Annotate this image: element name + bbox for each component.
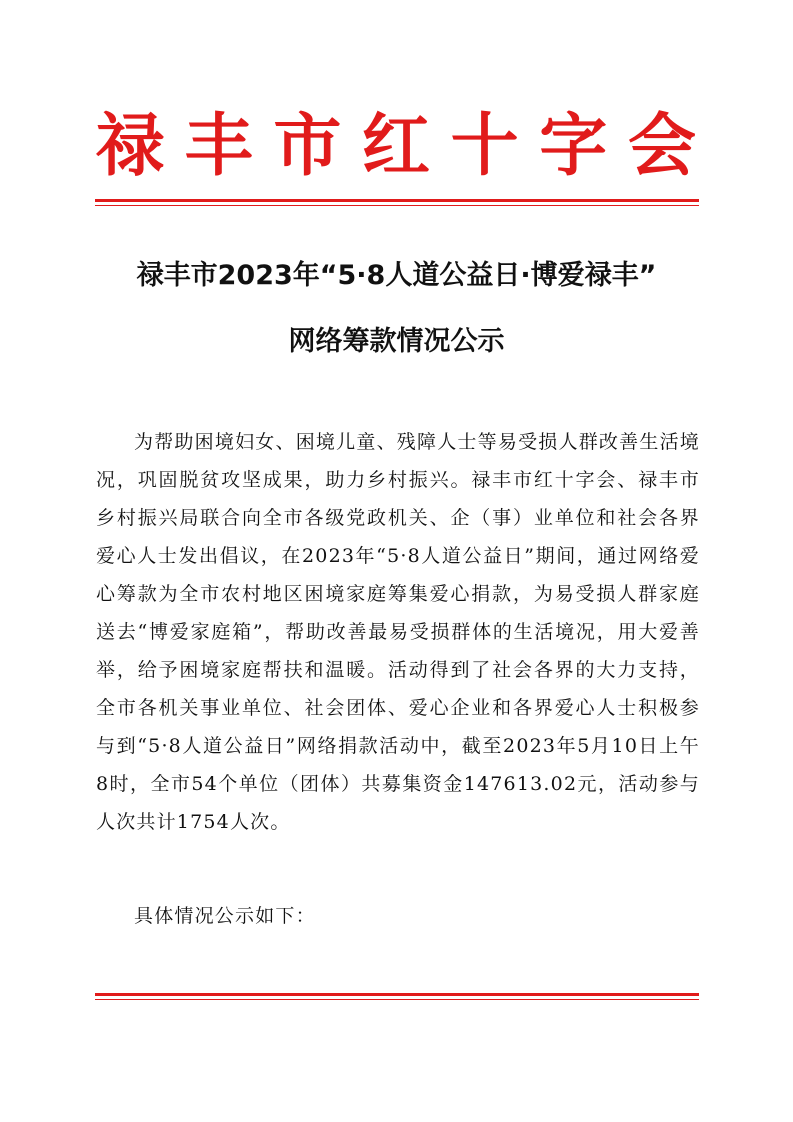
header-divider-thin: [95, 205, 699, 206]
org-name-header: [96, 106, 696, 186]
org-name-char: 会: [627, 106, 696, 186]
org-name-char: 字: [539, 106, 608, 186]
footer-divider-thin: [95, 999, 699, 1000]
body-paragraph: 为帮助困境妇女、困境儿童、残障人士等易受损人群改善生活境况，巩固脱贫攻坚成果，助力乡村振兴。禄丰市红十字会、禄丰市乡村振兴局联合向全市各级党政机关、企（事）业单位和社会各界爱心人士发出倡议，在2023年“5·8人道公益日”期间，通过网络爱心筹款为全市农村地区困境家庭筹集爱心捐款，为易受损人群家庭送去“博爱家庭箱”，帮助改善最易受损群体的生活境况，用大爱善举，给予困境家庭帮扶和温暖。活动得到了社会各界的大力支持，全市各机关事业单位、社会团体、爱心企业和各界爱心人士积极参与到“5·8人道公益日”网络捐款活动中，截至2023年5月10日上午8时，全市54个单位（团体）共募集资金147613.02元，活动参与人次共计1754人次。: [96, 431, 700, 833]
document-title-line-1: 禄丰市2023年“5·8人道公益日·博爱禄丰”: [136, 260, 657, 291]
document-title-line-2: 网络筹款情况公示: [288, 326, 505, 357]
org-name-char: 十: [450, 106, 519, 186]
closing-line: 具体情况公示如下：: [134, 905, 316, 927]
org-name-char: 红: [361, 106, 430, 186]
footer-divider-thick: [95, 993, 699, 996]
header-divider-thick: [95, 199, 699, 202]
footer-divider: [95, 993, 699, 1000]
org-name-char: 市: [273, 106, 342, 186]
header-divider: [95, 199, 699, 206]
org-name-char: 丰: [184, 106, 253, 186]
org-name-char: 禄: [96, 106, 165, 186]
